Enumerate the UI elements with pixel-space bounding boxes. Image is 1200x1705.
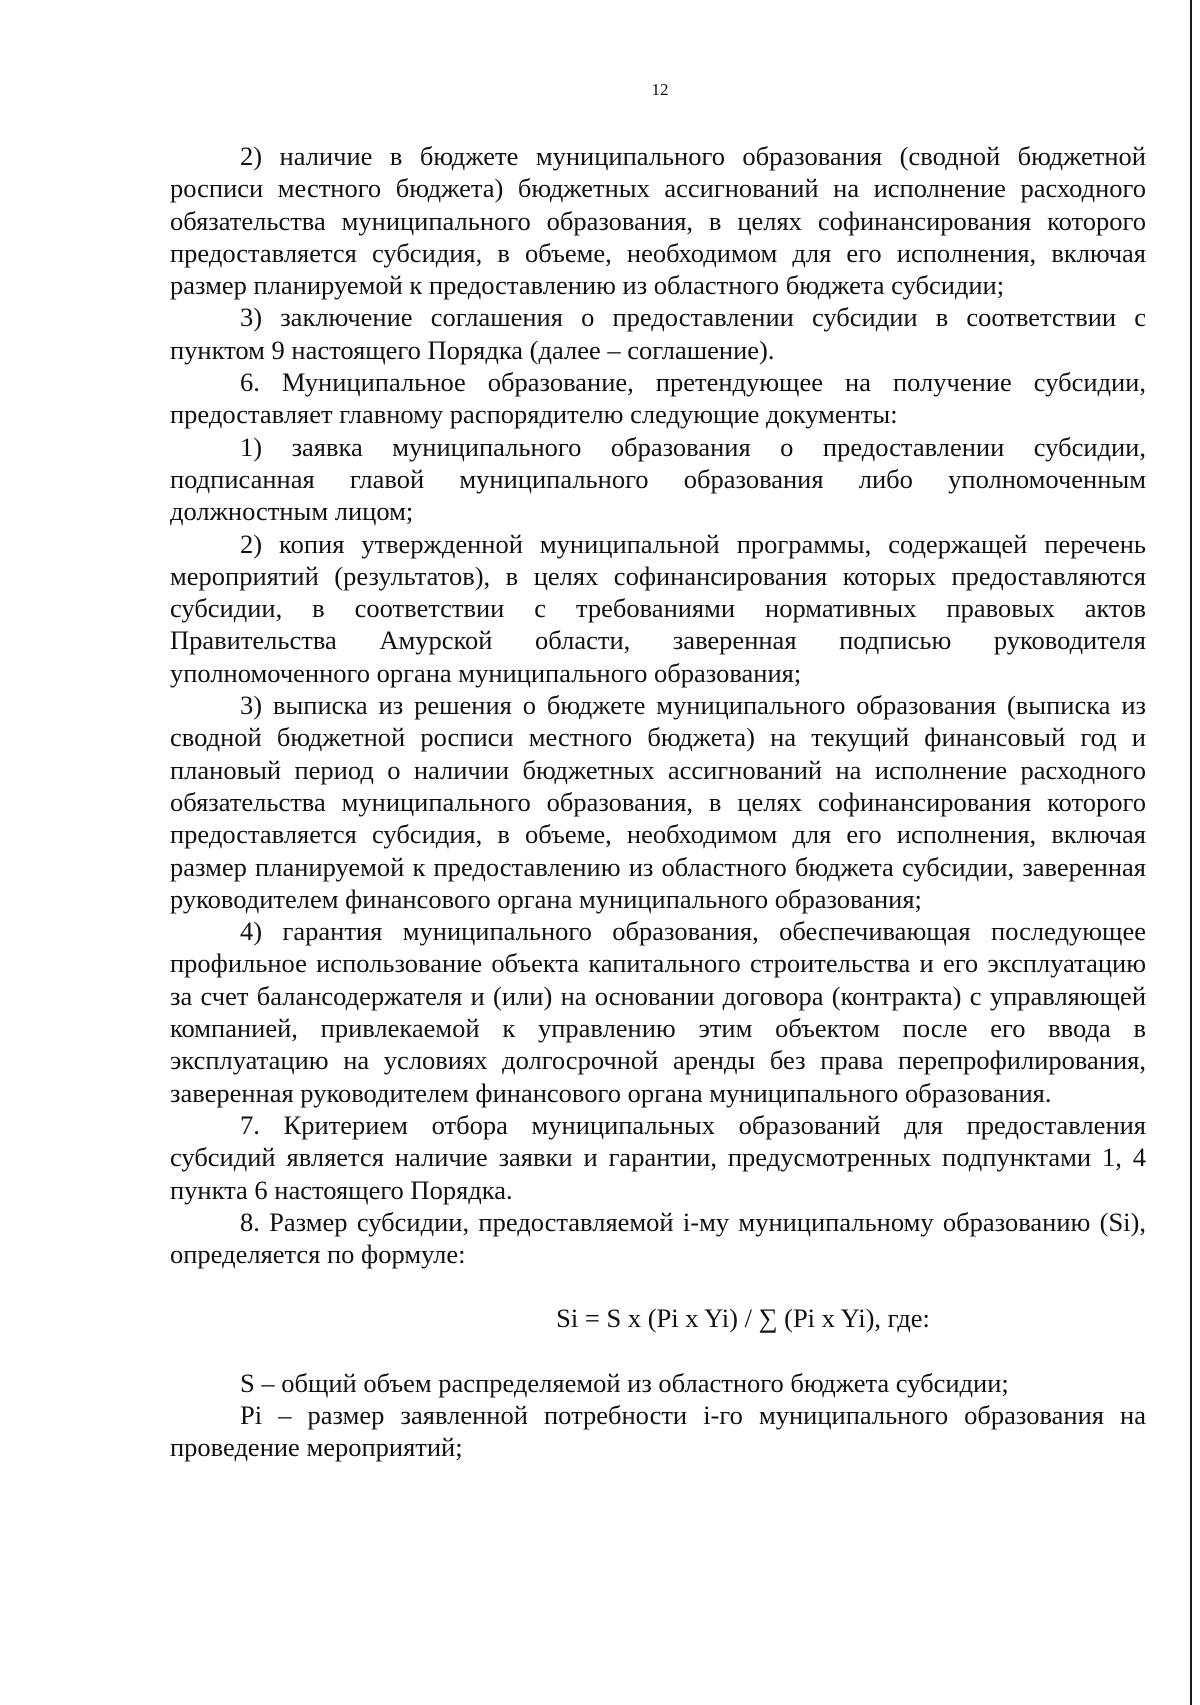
page-edge-line xyxy=(1190,0,1192,1705)
paragraph-6: 6. Муниципальное образование, претендующее на получение субсидии, предоставляет главному распорядителю следующие документы: xyxy=(170,367,1146,430)
paragraph-6-4: 4) гарантия муниципального образования, обеспечивающая последующее профильное использование объекта капитального строительства и его эксплуатацию за счет балансодержателя и (или) на основании договора (контракта) с управляющей компанией, привлекаемой к управлению этим объектом после его ввода в эксплуатацию на условиях долгосрочной аренды без права перепрофилирования, заверенная руководителем финансового органа муниципального образования. xyxy=(170,916,1146,1108)
definition-pi: Pi – размер заявленной потребности i-го муниципального образования на проведение мероприятий; xyxy=(170,1399,1146,1463)
paragraph-6-3: 3) выписка из решения о бюджете муниципального образования (выписка из сводной бюджетной росписи местного бюджета) на текущий финансовый год и плановый период о наличии бюджетных ассигнований на исполнение расходного обязательства муниципального образования, в целях софинансирования которого предоставляется субсидия, в объеме, необходимом для его исполнения, включая размер планируемой к предоставлению из областного бюджета субсидии, заверенная руководителем финансового органа муниципального образования; xyxy=(170,690,1146,914)
paragraph-5-2: 2) наличие в бюджете муниципального образования (сводной бюджетной росписи местного бюджета) бюджетных ассигнований на исполнение расходного обязательства муниципального образования, в целях софинансирования которого предоставляется субсидия, в объеме, необходимом для его исполнения, включая размер планируемой к предоставлению из областного бюджета субсидии; xyxy=(170,141,1146,301)
paragraph-7: 7. Критерием отбора муниципальных образований для предоставления субсидий является наличие заявки и гарантии, предусмотренных подпунктами 1, 4 пункта 6 настоящего Порядка. xyxy=(170,1109,1146,1205)
paragraph-5-3: 3) заключение соглашения о предоставлении субсидии в соответствии с пунктом 9 настоящего Порядка (далее – соглашение). xyxy=(170,302,1146,365)
paragraph-6-2: 2) копия утвержденной муниципальной программы, содержащей перечень мероприятий (результатов), в целях софинансирования которых предоставляются субсидии, в соответствии с требованиями нормативных правовых актов Правительства Амурской области, заверенная подписью руководителя уполномоченного органа муниципального образования; xyxy=(170,528,1146,688)
paragraph-6-1: 1) заявка муниципального образования о предоставлении субсидии, подписанная главой муниципального образования либо уполномоченным должностным лицом; xyxy=(170,431,1146,527)
page-number: 12 xyxy=(651,80,669,99)
document-body xyxy=(170,140,1146,1464)
definition-s: S – общий объем распределяемой из областного бюджета субсидии; xyxy=(240,1367,1009,1398)
paragraph-8: 8. Размер субсидии, предоставляемой i-му муниципальному образованию (Si), определяется по формуле: xyxy=(170,1206,1146,1270)
subsidy-formula: Si = S x (Pi x Yi) / ∑ (Pi x Yi), где: xyxy=(556,1303,930,1334)
